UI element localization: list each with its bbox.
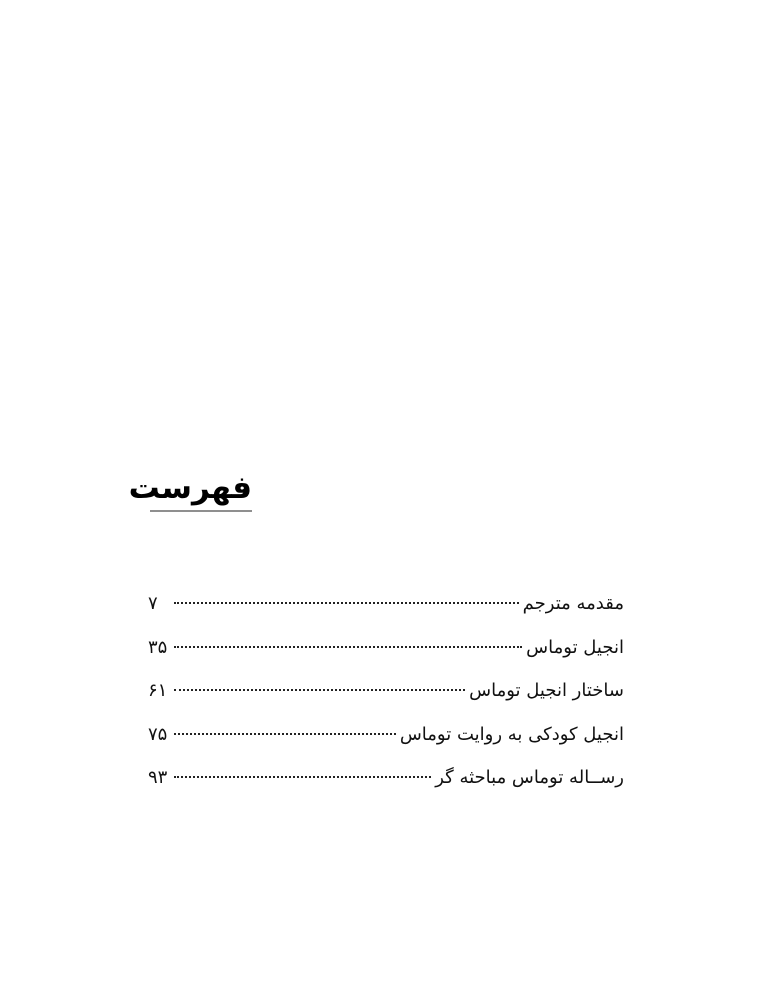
page-title: فهرست [128,470,252,506]
toc-entry-page: ۷۵ [148,723,168,745]
contents-heading-block [128,468,252,508]
dot-leader [174,602,519,604]
toc-entry [148,669,624,713]
toc-entry-page: ۹۳ [148,767,168,788]
toc-entry-title: انجیل کودکی به روایت توماس [399,723,624,745]
toc-entry-page: ۶۱ [148,680,168,701]
toc-entry-title: رســاله توماس مباحثه گر [435,767,624,788]
toc-entry-title: ساختار انجیل توماس [469,680,624,701]
dot-leader [174,733,396,735]
toc-entry-page: ۷ [148,593,158,614]
dot-leader [174,689,465,691]
title-underline [150,510,252,512]
toc-entry [148,626,624,670]
toc-entry [148,582,624,626]
dot-leader [174,776,431,778]
toc-entry-title: انجیل توماس [526,636,624,658]
dot-leader [174,646,522,648]
toc-entry [148,756,624,800]
table-of-contents [148,582,624,800]
toc-entry-page: ۳۵ [148,636,168,658]
toc-entry-title: مقدمه مترجم [522,593,624,614]
toc-entry [148,713,624,757]
